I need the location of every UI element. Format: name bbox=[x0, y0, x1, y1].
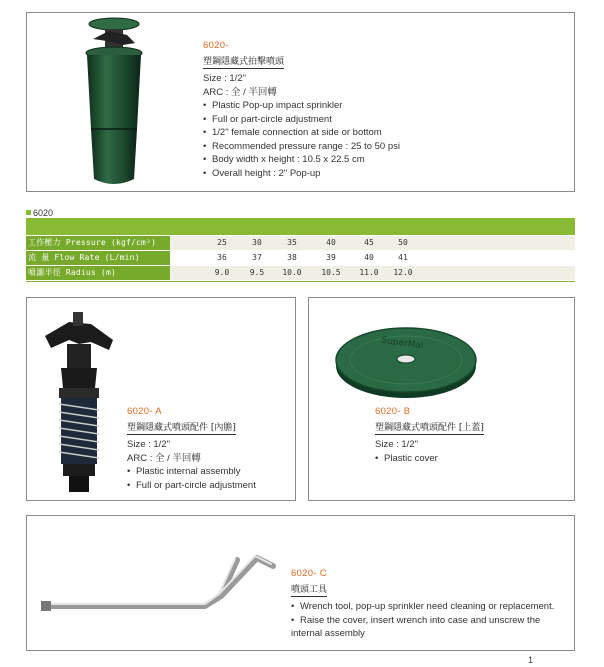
table-cell: 30 bbox=[252, 238, 262, 247]
spec-bullet: • 1/2" female connection at side or bottom bbox=[203, 126, 400, 140]
table-cell: 11.0 bbox=[359, 268, 379, 277]
product-title: 塑鋼隱藏式拍擊噴頭 bbox=[203, 54, 284, 69]
table-cell: 25 bbox=[217, 238, 227, 247]
table-row-flow-rate bbox=[26, 251, 575, 265]
model-number: 6020- bbox=[203, 40, 229, 51]
product-info-6020 bbox=[203, 40, 400, 180]
spec-bullet: • Plastic cover bbox=[375, 452, 484, 466]
table-row-pressure bbox=[26, 236, 575, 250]
spec-bullet: • Raise the cover, insert wrench into case and unscrew the internal assembly bbox=[291, 614, 567, 641]
popup-sprinkler-image bbox=[79, 17, 149, 193]
table-row-radius bbox=[26, 266, 575, 280]
table-cell: 12.0 bbox=[393, 268, 413, 277]
table-cell: 37 bbox=[252, 253, 262, 262]
table-cell: 36 bbox=[217, 253, 227, 262]
table-cell: 50 bbox=[398, 238, 408, 247]
product-info-6020-b bbox=[375, 406, 484, 465]
model-number: 6020- B bbox=[375, 406, 411, 417]
spec-bullet: • Recommended pressure range : 25 to 50 psi bbox=[203, 140, 400, 154]
spec-bullet: • Body width x height : 10.5 x 22.5 cm bbox=[203, 153, 400, 167]
product-title: 噴頭工具 bbox=[291, 582, 327, 597]
spec-bullet: • Full or part-circle adjustment bbox=[127, 479, 256, 493]
model-number: 6020- C bbox=[291, 568, 327, 579]
table-cell: 9.5 bbox=[249, 268, 265, 277]
table-cell: 40 bbox=[326, 238, 336, 247]
wrench-tool-image bbox=[37, 540, 277, 640]
spec-bullet: • Wrench tool, pop-up sprinkler need cleaning or replacement. bbox=[291, 600, 567, 614]
product-panel-6020 bbox=[26, 12, 575, 192]
internal-assembly-image bbox=[39, 310, 121, 498]
table-cell: 9.0 bbox=[214, 268, 230, 277]
arc-spec: ARC : 全 / 半回轉 bbox=[127, 452, 201, 464]
product-title: 塑鋼隱藏式噴頭配件 [內膽] bbox=[127, 420, 236, 435]
arc-spec: ARC : 全 / 半回轉 bbox=[203, 86, 277, 98]
spec-bullet: • Plastic Pop-up impact sprinkler bbox=[203, 99, 400, 113]
table-cell: 40 bbox=[364, 253, 374, 262]
table-cell: 41 bbox=[398, 253, 408, 262]
table-label: 6020 bbox=[26, 208, 53, 218]
size-spec: Size : 1/2" bbox=[203, 73, 246, 84]
size-spec: Size : 1/2" bbox=[127, 439, 170, 450]
spec-bullet: • Overall height : 2" Pop-up bbox=[203, 167, 400, 181]
product-panel-6020-c bbox=[26, 515, 575, 651]
product-panel-6020-a bbox=[26, 297, 296, 501]
plastic-cover-image bbox=[331, 320, 481, 404]
table-cell: 10.5 bbox=[321, 268, 341, 277]
table-header-bar bbox=[26, 218, 575, 235]
table-cell: 10.0 bbox=[282, 268, 302, 277]
row-label: 噴灑半徑 Radius (m) bbox=[26, 266, 170, 280]
cover-brand-text: SuperMal bbox=[380, 335, 424, 352]
product-panel-6020-b bbox=[308, 297, 575, 501]
page-number: 1 bbox=[528, 655, 534, 665]
spec-bullet: • Plastic internal assembly bbox=[127, 465, 256, 479]
product-title: 塑鋼隱藏式噴頭配件 [上蓋] bbox=[375, 420, 484, 435]
table-cell: 35 bbox=[287, 238, 297, 247]
row-label: 流 量 Flow Rate (L/min) bbox=[26, 251, 170, 265]
table-divider bbox=[26, 281, 575, 282]
model-number: 6020- A bbox=[127, 406, 162, 417]
product-info-6020-c bbox=[291, 568, 567, 641]
square-icon bbox=[26, 210, 31, 215]
row-label: 工作壓力 Pressure (kgf/cm²) bbox=[26, 236, 170, 250]
spec-bullet: • Full or part-circle adjustment bbox=[203, 113, 400, 127]
table-cell: 38 bbox=[287, 253, 297, 262]
table-cell: 39 bbox=[326, 253, 336, 262]
product-info-6020-a bbox=[127, 406, 256, 492]
table-cell: 45 bbox=[364, 238, 374, 247]
size-spec: Size : 1/2" bbox=[375, 439, 418, 450]
